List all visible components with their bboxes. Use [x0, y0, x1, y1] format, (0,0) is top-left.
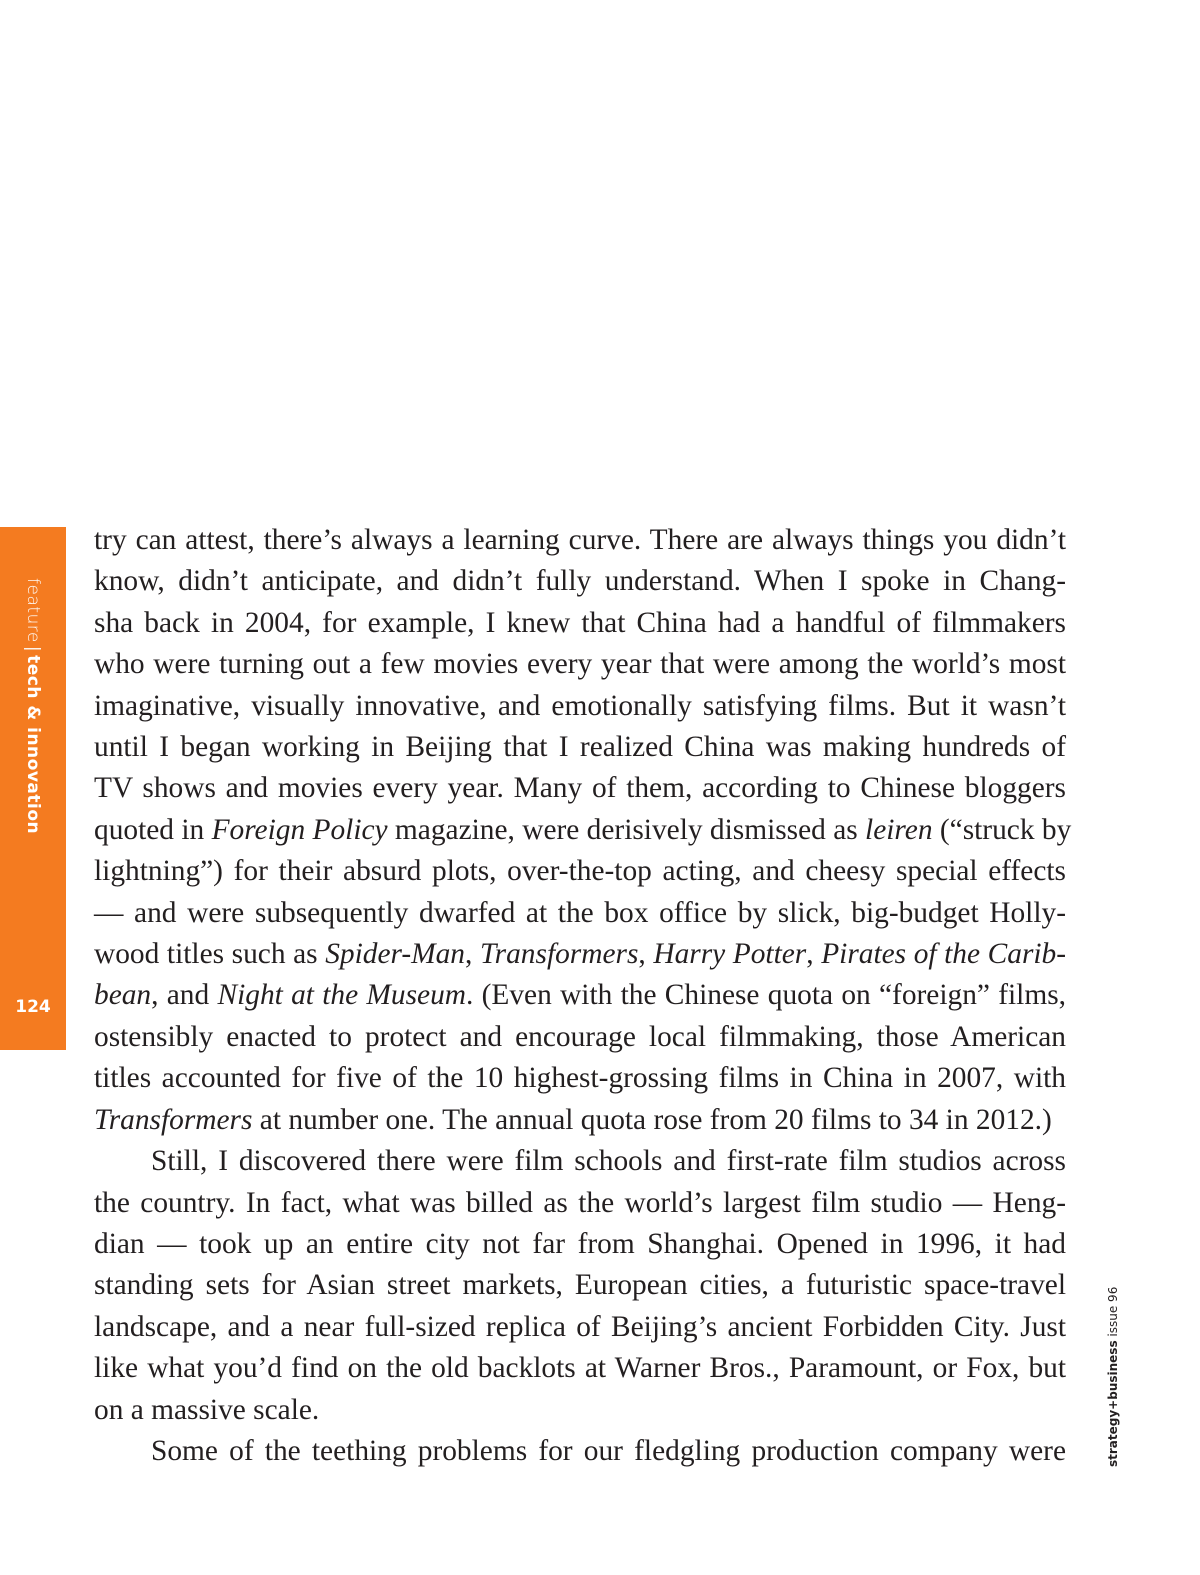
film-title: Night at the Museum: [217, 979, 466, 1012]
text-line: standing sets for Asian street markets, European cities, a futuristic space-travel: [94, 1269, 1066, 1302]
publication-name: strategy+business: [1106, 1340, 1120, 1467]
text-run: wood titles such as: [94, 938, 326, 971]
text-line: lightning”) for their absurd plots, over-the-top acting, and cheesy special effects: [94, 855, 1066, 888]
section-label-topic: tech & innovation: [23, 655, 43, 835]
section-label-feature: feature: [23, 578, 43, 643]
text-run: ,: [806, 938, 822, 971]
text-run: ,: [638, 938, 654, 971]
film-title: Transformers: [479, 938, 639, 971]
text-line: dian — took up an entire city not far from Shanghai. Opened in 1996, it had: [94, 1227, 1066, 1260]
film-title: Pirates of the Carib-: [821, 938, 1067, 971]
text-line: [94, 810, 1072, 851]
text-line: Still, I discovered there were film schools and first-rate film studios across: [151, 1145, 1066, 1178]
text-line: ostensibly enacted to protect and encourage local filmmaking, those American: [94, 1020, 1066, 1053]
text-line: try can attest, there’s always a learning curve. There are always things you didn’t: [94, 524, 1066, 556]
text-line: titles accounted for five of the 10 highest-grossing films in China in 2007, with: [94, 1062, 1066, 1095]
text-line: the country. In fact, what was billed as the world’s largest film studio — Heng-: [94, 1186, 1066, 1219]
text-line: imaginative, visually innovative, and emotionally satisfying films. But it wasn’t: [94, 689, 1066, 722]
text-run: ,: [465, 938, 480, 971]
film-title: Spider-Man: [325, 938, 465, 971]
text-run: quoted in: [94, 813, 212, 846]
text-line: like what you’d find on the old backlots at Warner Bros., Paramount, or Fox, but: [94, 1352, 1066, 1385]
text-line: sha back in 2004, for example, I knew that China had a handful of filmmakers: [94, 606, 1066, 639]
text-run: at number one. The annual quota rose from 20 films to 34 in 2012.): [252, 1103, 1052, 1136]
page-number: 124: [15, 997, 51, 1017]
publication-title: Foreign Policy: [211, 813, 388, 846]
film-title: Transformers: [94, 1103, 253, 1136]
text-line: on a massive scale.: [94, 1393, 320, 1426]
text-run: , and: [151, 979, 218, 1012]
film-title: bean: [94, 979, 152, 1012]
text-line: [94, 934, 1066, 975]
text-line: until I began working in Beijing that I realized China was making hundreds of: [94, 731, 1066, 764]
text-line: [94, 975, 1066, 1016]
text-line: — and were subsequently dwarfed at the box office by slick, big-budget Holly-: [94, 896, 1066, 929]
article-body: [94, 520, 1072, 1472]
section-label-separator: |: [23, 645, 43, 653]
text-run: . (Even with the Chinese quota on “foreign” films,: [466, 979, 1066, 1012]
issue-number: issue 96: [1106, 1286, 1120, 1337]
text-line: know, didn’t anticipate, and didn’t fully understand. When I spoke in Chang-: [94, 565, 1066, 598]
text-line: Some of the teething problems for our fledgling production company were: [151, 1434, 1066, 1467]
text-line: TV shows and movies every year. Many of them, according to Chinese bloggers: [94, 772, 1066, 805]
chinese-term: leiren: [865, 813, 933, 846]
text-line: landscape, and a near full-sized replica of Beijing’s ancient Forbidden City. Just: [94, 1310, 1066, 1343]
film-title: Harry Potter: [653, 938, 807, 971]
text-line: [94, 1100, 1066, 1141]
text-run: magazine, were derisively dismissed as: [387, 813, 866, 846]
text-line: who were turning out a few movies every year that were among the world’s most: [94, 648, 1066, 681]
text-run: (“struck by: [932, 813, 1072, 846]
